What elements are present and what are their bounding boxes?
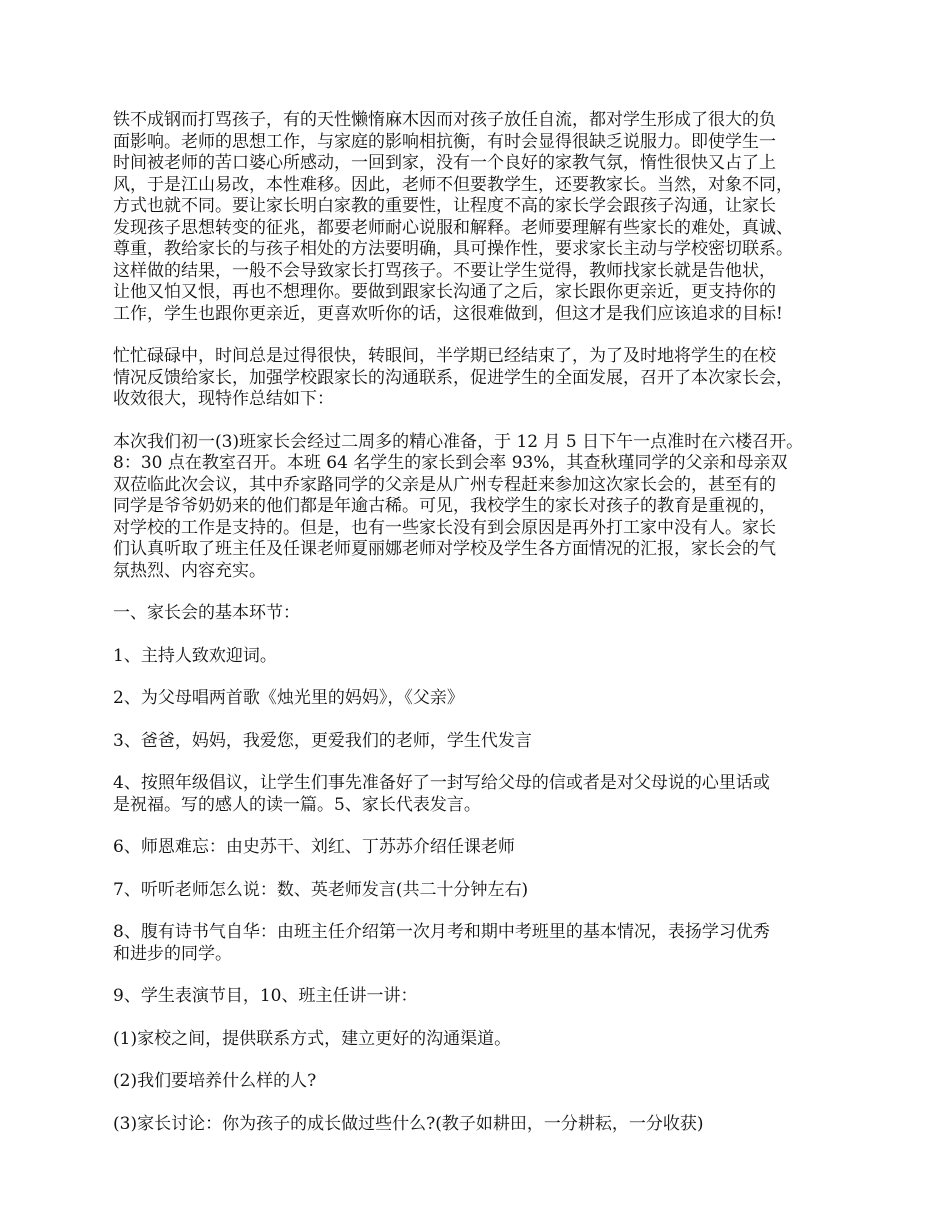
list-item-1: 1、主持人致欢迎词。 (113, 645, 277, 666)
section-heading-basic-steps: 一、家长会的基本环节： (113, 603, 300, 623)
paragraph-parent-education: 铁不成钢而打骂孩子，有的天性懒惰麻木因而对孩子放任自流，都对学生形成了很大的负 面影响。老师的思想工作，与家庭的影响相抗衡，有时会显得很缺乏说服力。即使学生一 时间被老师的苦口婆心所感动，一回到家，没有一个良好的家教气氛，惰性很快又占了上 风，于是江山易改，本性难移。因此，老师不但要教学生，还要教家长。当然，对象不同， 方式也就不同。要让家长明白家教的重要性，让程度不高的家长学会跟孩子沟通，让家长 发现孩子思想转变的征兆，都要老师耐心说服和解释。老师要理解有些家长的难处，真诚、 尊重，教给家长的与孩子相处的方法要明确，具可操作性，要求家长主动与学校密切联系。 这样做的结果，一般不会导致家长打骂孩子。不要让学生觉得，教师找家长就是告他状， 让他又怕又恨，再也不想理你。要做到跟家长沟通了之后，家长跟你更亲近，更支持你的 工作，学生也跟你更亲近，更喜欢听你的话，这很难做到，但这才是我们应该追求的目标! (113, 110, 793, 324)
list-item-8: 8、腹有诗书气自华：由班主任介绍第一次月考和期中考班里的基本情况，表扬学习优秀 和进步的同学。 (113, 922, 770, 964)
list-item-7: 7、听听老师怎么说：数、英老师发言(共二十分钟左右) (113, 879, 529, 900)
list-item-2: 2、为父母唱两首歌《烛光里的妈妈》，《父亲》 (113, 688, 464, 708)
sub-item-3: (3)家长讨论：你为孩子的成长做过些什么?(教子如耕田，一分耕耘，一分收获) (113, 1113, 704, 1134)
paragraph-meeting-details: 本次我们初一(3)班家长会经过二周多的精心准备，于 12 月 5 日下午一点准时在六楼召开。 8：30 点在教室召开。本班 64 名学生的家长到会率 93%，其查秋瑾同学的父亲和母亲双 双莅临此次会议，其中乔家路同学的父亲是从广州专程赶来参加这次家长会的，甚至有的 同学是爷爷奶奶来的他们都是年逾古稀。可见，我校学生的家长对孩子的教育是重视的， 对学校的工作是支持的。但是，也有一些家长没有到会原因是再外打工家中没有人。家长 们认真听取了班主任及任课老师夏丽娜老师对学校及学生各方面情况的汇报，家长会的气 氛热烈、内容充实。 (113, 431, 804, 581)
document-page (113, 110, 843, 1135)
list-item-6: 6、师恩难忘：由史苏干、刘红、丁苏苏介绍任课老师 (113, 837, 515, 857)
list-item-4-5: 4、按照年级倡议，让学生们事先准备好了一封写给父母的信或者是对父母说的心里话或 是祝福。写的感人的读一篇。5、家长代表发言。 (113, 773, 770, 815)
list-item-9-10: 9、学生表演节目，10、班主任讲一讲： (113, 986, 418, 1006)
list-item-3: 3、爸爸，妈妈，我爱您，更爱我们的老师，学生代发言 (113, 730, 532, 751)
sub-item-2: (2)我们要培养什么样的人? (113, 1071, 317, 1091)
paragraph-summary-intro: 忙忙碌碌中，时间总是过得很快，转眼间，半学期已经结束了，为了及时地将学生的在校 情况反馈给家长，加强学校跟家长的沟通联系，促进学生的全面发展，召开了本次家长会， 收效很大，现特作总结如下： (113, 346, 793, 409)
sub-item-1: (1)家校之间，提供联系方式，建立更好的沟通渠道。 (113, 1028, 512, 1049)
